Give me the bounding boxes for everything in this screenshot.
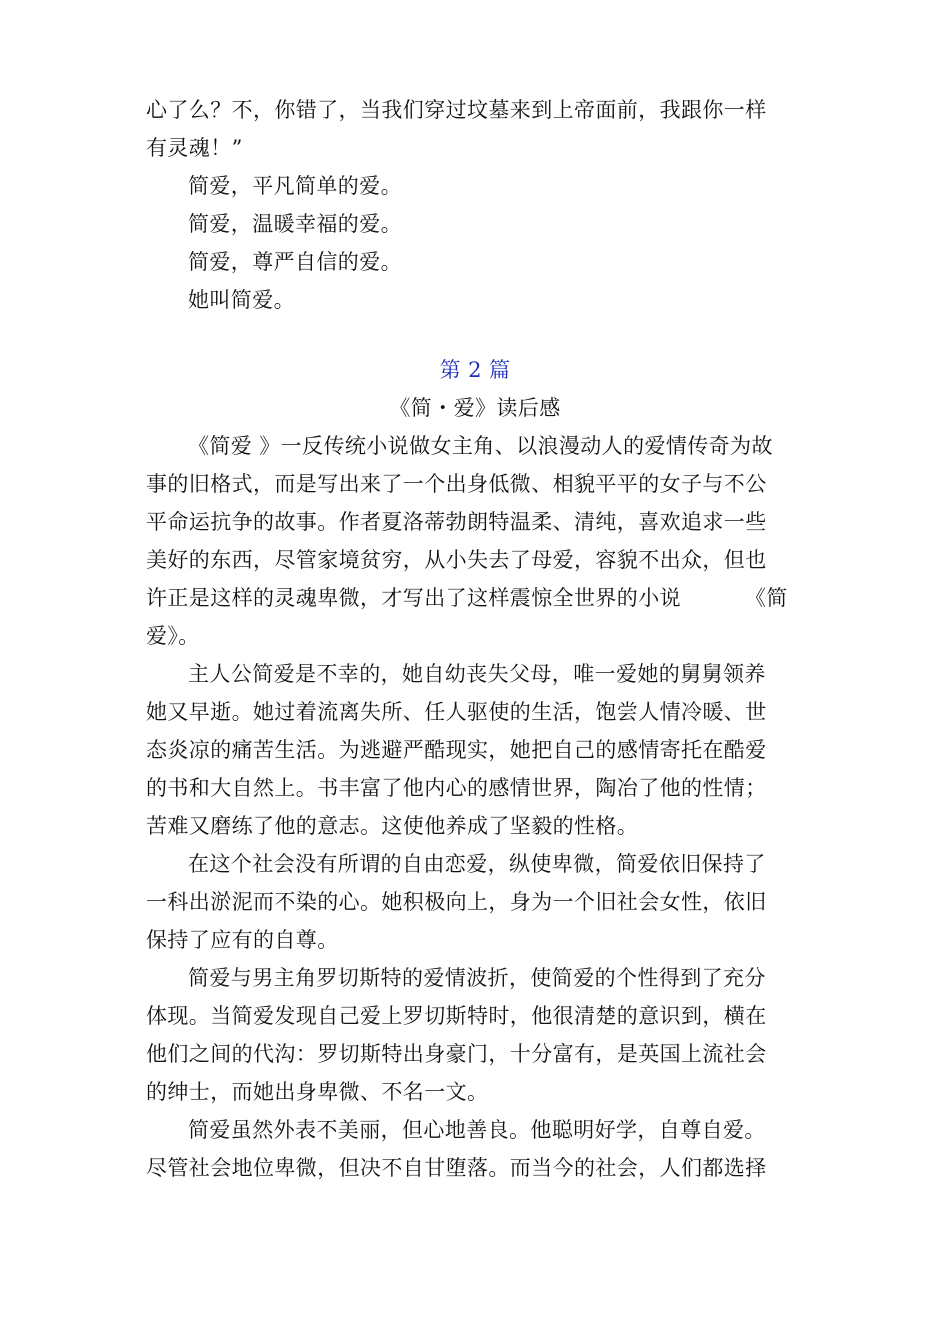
text-segment: 《简 (745, 586, 788, 610)
text-line: 简爱，平凡简单的爱。 (188, 174, 402, 198)
text-line: 她叫简爱。 (188, 288, 295, 312)
text-line: 态炎凉的痛苦生活。为逃避严酷现实，她把自己的感情寄托在酷爱 (146, 738, 767, 762)
section-heading: 第 2 篇 (439, 358, 511, 382)
text-line: 事的旧格式，而是写出来了一个出身低微、相貌平平的女子与不公 (146, 472, 767, 496)
text-line: 简爱，尊严自信的爱。 (188, 250, 402, 274)
text-line: 一科出淤泥而不染的心。她积极向上，身为一个旧社会女性，依旧 (146, 890, 767, 914)
text-line: 有灵魂！” (146, 136, 243, 160)
text-line: 主人公简爱是不幸的，她自幼丧失父母，唯一爱她的舅舅领养 (188, 662, 766, 686)
text-line: 美好的东西，尽管家境贫穷，从小失去了母爱，容貌不出众，但也 (146, 548, 767, 572)
text-line: 她又早逝。她过着流离失所、任人驱使的生活，饱尝人情冷暖、世 (146, 700, 767, 724)
text-line: 简爱虽然外表不美丽，但心地善良。他聪明好学，自尊自爱。 (188, 1118, 766, 1142)
text-line: 简爱与男主角罗切斯特的爱情波折，使简爱的个性得到了充分 (188, 966, 766, 990)
text-line: 心了么？不，你错了，当我们穿过坟墓来到上帝面前，我跟你一样 (146, 98, 767, 122)
text-line: 《简爱 》一反传统小说做女主角、以浪漫动人的爱情传奇为故 (188, 434, 773, 458)
text-line: 在这个社会没有所谓的自由恋爱，纵使卑微，简爱依旧保持了 (188, 852, 766, 876)
text-line: 简爱，温暖幸福的爱。 (188, 212, 402, 236)
text-line: 爱》。 (146, 624, 200, 648)
text-line: 他们之间的代沟：罗切斯特出身豪门，十分富有，是英国上流社会 (146, 1042, 767, 1066)
text-line: 的书和大自然上。书丰富了他内心的感情世界，陶冶了他的性情； (146, 776, 767, 800)
text-line: 体现。当简爱发现自己爱上罗切斯特时，他很清楚的意识到，横在 (146, 1004, 767, 1028)
text-line: 平命运抗争的故事。作者夏洛蒂勃朗特温柔、清纯，喜欢追求一些 (146, 510, 767, 534)
text-line (146, 584, 810, 612)
essay-title: 《简・爱》读后感 (389, 396, 561, 420)
text-line: 保持了应有的自尊。 (146, 928, 339, 952)
text-segment: 许正是这样的灵魂卑微，才写出了这样震惊全世界的小说 (146, 586, 681, 610)
text-line: 苦难又磨练了他的意志。这使他养成了坚毅的性格。 (146, 814, 639, 838)
text-line: 的绅士，而她出身卑微、不名一文。 (146, 1080, 489, 1104)
text-line: 尽管社会地位卑微，但决不自甘堕落。而当今的社会，人们都选择 (146, 1156, 767, 1180)
